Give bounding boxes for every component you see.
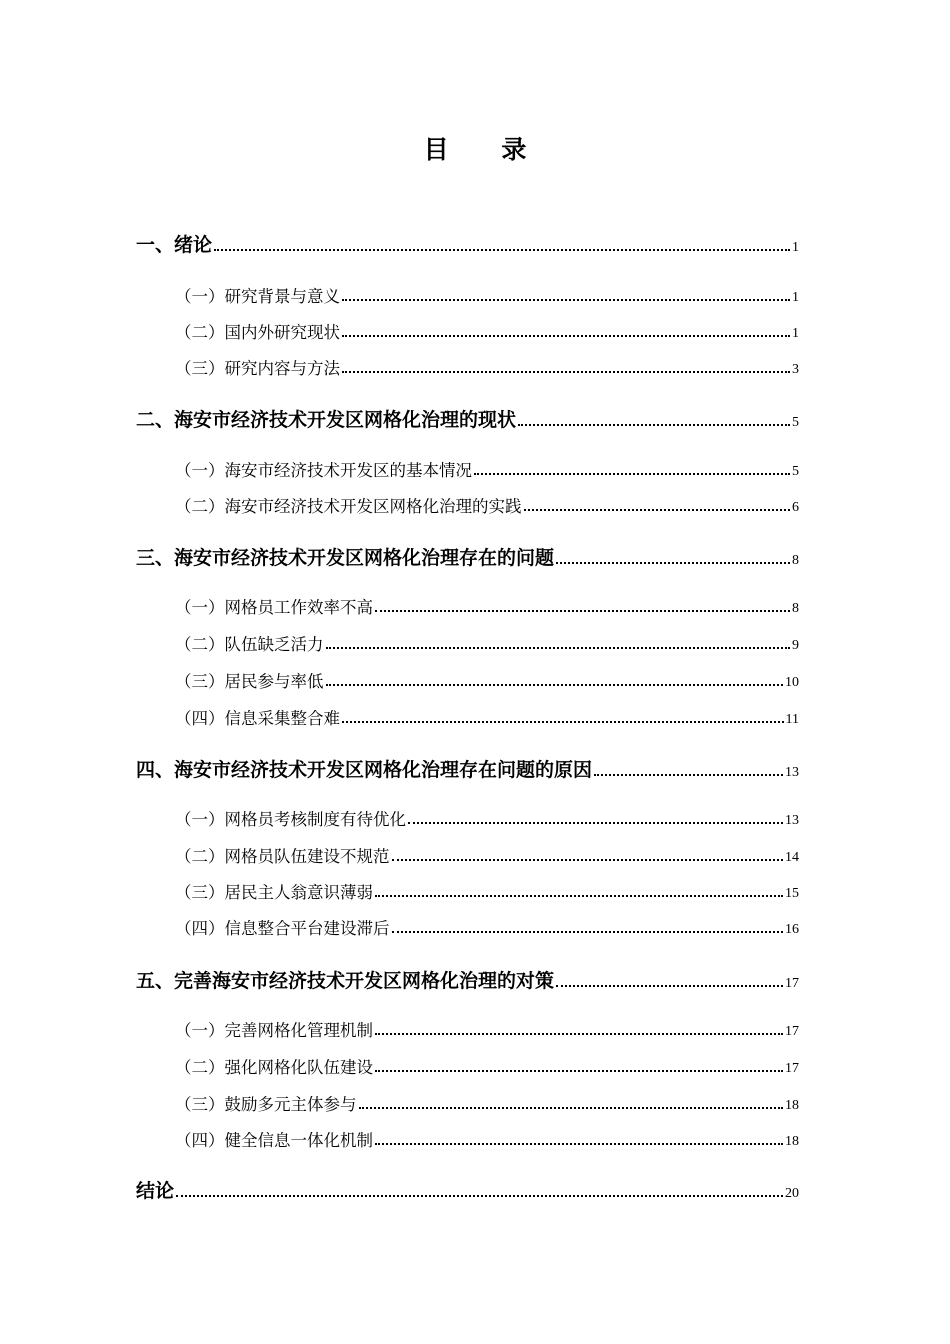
dot-leader: [326, 684, 784, 686]
toc-page-number: 6: [792, 499, 799, 515]
toc-entry-chapter[interactable]: [136, 401, 799, 431]
dot-leader: [556, 985, 783, 987]
dot-leader: [176, 1195, 783, 1197]
toc-page-number: 11: [785, 711, 799, 727]
toc-entry-section[interactable]: [175, 628, 799, 654]
toc-entry-section[interactable]: [175, 702, 799, 728]
toc-entry-label: （二）队伍缺乏活力: [175, 634, 324, 654]
toc-entry-label: 五、完善海安市经济技术开发区网格化治理的对策: [136, 970, 555, 993]
toc-entry-section[interactable]: [175, 1014, 799, 1040]
dot-leader: [342, 299, 790, 301]
toc-entry-section[interactable]: [175, 840, 799, 866]
toc-entry-label: 一、绪论: [136, 234, 213, 257]
toc-entry-section[interactable]: [175, 490, 799, 516]
dot-leader: [359, 1107, 784, 1109]
dot-leader: [326, 647, 791, 649]
toc-page-number: 17: [785, 1023, 799, 1039]
toc-page-number: 18: [785, 1097, 799, 1113]
toc-entry-label: （二）海安市经济技术开发区网格化治理的实践: [175, 496, 522, 516]
dot-leader: [342, 721, 784, 723]
toc-entry-label: （一）网格员工作效率不高: [175, 597, 373, 617]
dot-leader: [375, 1143, 783, 1145]
dot-leader: [392, 859, 784, 861]
dot-leader: [474, 473, 790, 475]
toc-entry-chapter[interactable]: [136, 962, 799, 992]
toc-entry-section[interactable]: [175, 352, 799, 378]
toc-page-number: 1: [792, 289, 799, 305]
toc-page-number: 13: [785, 764, 799, 780]
toc-entry-section[interactable]: [175, 1088, 799, 1114]
toc-page-number: 15: [785, 885, 799, 901]
toc-page-number: 17: [785, 975, 799, 991]
toc-entry-section[interactable]: [175, 803, 799, 829]
dot-leader: [518, 424, 790, 426]
toc-page-number: 3: [792, 361, 799, 377]
toc-page-number: 5: [792, 414, 799, 430]
toc-entry-label: 结论: [136, 1180, 175, 1203]
toc-page-number: 17: [785, 1060, 799, 1076]
dot-leader: [594, 774, 783, 776]
toc-entry-label: 二、海安市经济技术开发区网格化治理的现状: [136, 409, 517, 432]
toc-entry-section[interactable]: [175, 1051, 799, 1077]
toc-page-number: 1: [792, 325, 799, 341]
toc-entry-label: （四）信息整合平台建设滞后: [175, 918, 390, 938]
toc-entry-label: （三）居民主人翁意识薄弱: [175, 882, 373, 902]
dot-leader: [375, 1033, 783, 1035]
dot-leader: [375, 610, 790, 612]
toc-entry-chapter[interactable]: [136, 226, 799, 256]
dot-leader: [375, 895, 783, 897]
toc-page-number: 20: [785, 1185, 799, 1201]
toc-page-number: 5: [792, 463, 799, 479]
toc-entry-label: （四）信息采集整合难: [175, 708, 340, 728]
dot-leader: [556, 562, 790, 564]
toc-page-number: 10: [785, 674, 799, 690]
toc-entry-section[interactable]: [175, 665, 799, 691]
toc-entry-section[interactable]: [175, 280, 799, 306]
toc-entry-label: 三、海安市经济技术开发区网格化治理存在的问题: [136, 547, 555, 570]
toc-entry-section[interactable]: [175, 912, 799, 938]
toc-entry-label: 四、海安市经济技术开发区网格化治理存在问题的原因: [136, 759, 593, 782]
toc-entry-section[interactable]: [175, 454, 799, 480]
toc-entry-label: （二）国内外研究现状: [175, 322, 340, 342]
toc-page-number: 18: [785, 1133, 799, 1149]
toc-entry-label: （二）强化网格化队伍建设: [175, 1057, 373, 1077]
dot-leader: [375, 1070, 783, 1072]
toc-entry-label: （一）海安市经济技术开发区的基本情况: [175, 460, 472, 480]
toc-entry-section[interactable]: [175, 876, 799, 902]
toc-entry-label: （一）研究背景与意义: [175, 286, 340, 306]
toc-entry-conclusion[interactable]: [136, 1172, 799, 1202]
dot-leader: [342, 335, 790, 337]
toc-page-number: 16: [785, 921, 799, 937]
toc-page-number: 1: [792, 239, 799, 255]
dot-leader: [342, 371, 790, 373]
toc-entry-label: （三）居民参与率低: [175, 671, 324, 691]
toc-entry-label: （三）鼓励多元主体参与: [175, 1094, 357, 1114]
toc-entry-label: （一）网格员考核制度有待优化: [175, 809, 406, 829]
dot-leader: [408, 822, 783, 824]
toc-page-number: 8: [792, 552, 799, 568]
dot-leader: [392, 931, 784, 933]
toc-entry-label: （一）完善网格化管理机制: [175, 1020, 373, 1040]
toc-entry-label: （二）网格员队伍建设不规范: [175, 846, 390, 866]
page-title: 目 录: [423, 135, 549, 164]
toc-entry-label: （四）健全信息一体化机制: [175, 1130, 373, 1150]
toc-entry-section[interactable]: [175, 591, 799, 617]
toc-entry-chapter[interactable]: [136, 539, 799, 569]
toc-page-number: 8: [792, 600, 799, 616]
toc-page-number: 9: [792, 637, 799, 653]
toc-entry-section[interactable]: [175, 1124, 799, 1150]
toc-entry-label: （三）研究内容与方法: [175, 358, 340, 378]
toc-entry-section[interactable]: [175, 316, 799, 342]
toc-page-number: 14: [785, 849, 799, 865]
toc-entry-chapter[interactable]: [136, 751, 799, 781]
toc-page-number: 13: [785, 812, 799, 828]
dot-leader: [214, 249, 790, 251]
dot-leader: [524, 509, 791, 511]
